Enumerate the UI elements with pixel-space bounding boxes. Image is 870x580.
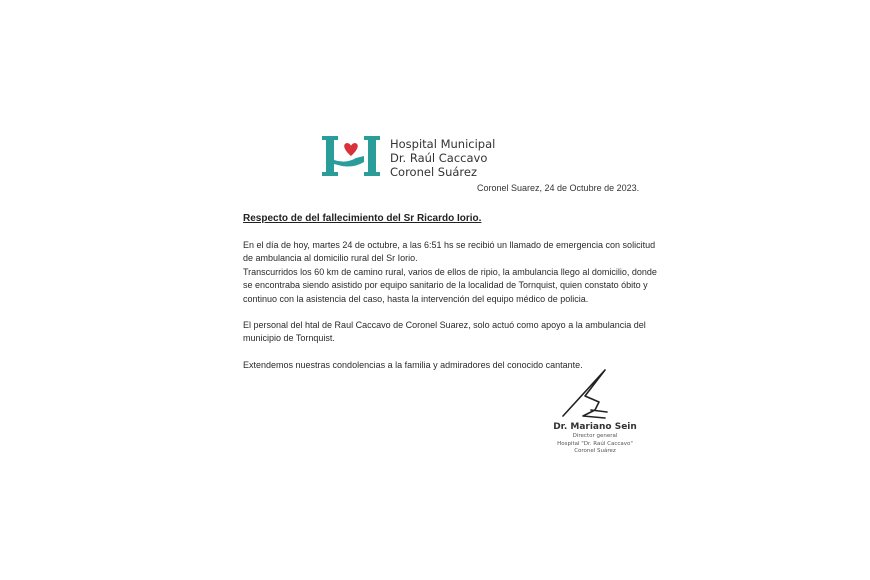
signer-name: Dr. Mariano Sein <box>553 422 637 432</box>
hospital-name-line: Hospital Municipal <box>390 137 496 151</box>
signer-city: Coronel Suárez <box>574 448 616 454</box>
paragraph: El personal del htal de Raul Caccavo de Coronel Suarez, solo actuó como apoyo a la ambulancia del municipio de Tornquist. <box>243 320 646 344</box>
hospital-logo-icon <box>320 134 382 178</box>
paragraph: Extendemos nuestras condolencias a la familia y admiradores del conocido cantante. <box>243 359 583 370</box>
date-line: Coronel Suarez, 24 de Octubre de 2023. <box>477 183 640 193</box>
hospital-name-line: Coronel Suárez <box>390 165 478 179</box>
paragraph: En el día de hoy, martes 24 de octubre, a las 6:51 hs se recibió un llamado de emergencia con solicitud de ambulancia al domicilio rural del Sr Iorio. <box>243 240 656 264</box>
letter-body <box>243 239 663 372</box>
signature-block <box>540 422 650 456</box>
hospital-name-line: Dr. Raúl Caccavo <box>390 151 488 165</box>
paragraph: Transcurridos los 60 km de camino rural, varios de ellos de ripio, la ambulancia llego al domicilio, donde se encontraba siendo asistido por equipo sanitario de la localidad de Tornquist, quien constato óbito y continuo con la asistencia del caso, hasta la intervención del equipo médico de policia. <box>243 266 657 304</box>
signer-title: Director general <box>572 433 618 439</box>
hospital-name <box>390 137 495 179</box>
subject-heading: Respecto de del fallecimiento del Sr Ricardo Iorio. <box>243 213 482 224</box>
signer-institution: Hospital "Dr. Raúl Caccavo" <box>557 440 633 447</box>
signature-icon <box>555 366 630 422</box>
